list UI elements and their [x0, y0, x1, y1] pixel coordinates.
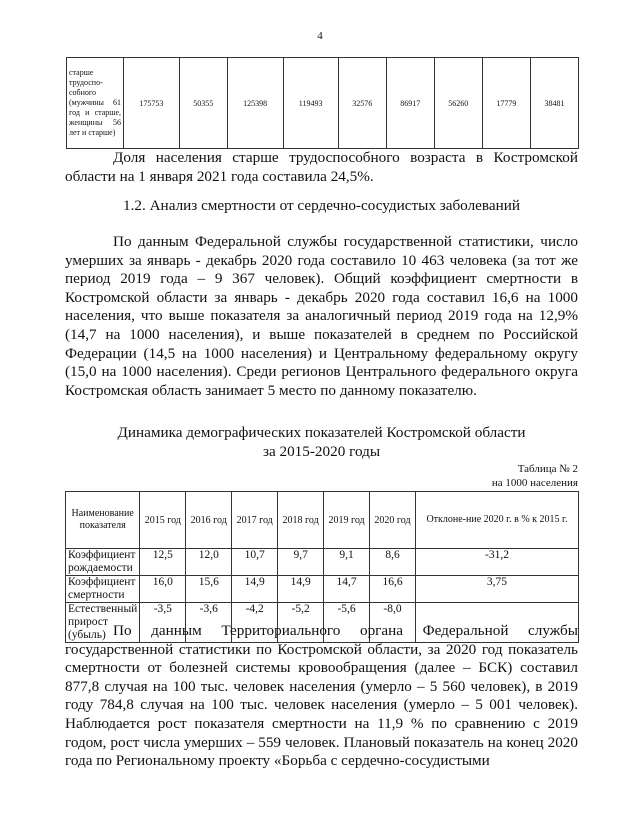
- table-cell: 14,9: [232, 576, 278, 603]
- table-row: [67, 58, 579, 149]
- page-number: 4: [317, 30, 323, 42]
- table-cell: 3,75: [415, 576, 578, 603]
- column-header: 2019 год: [324, 492, 370, 549]
- table-cell: 16,0: [140, 576, 186, 603]
- paragraph: Доля населения старше трудоспособного возраста в Костромской области на 1 января 2021 года составила 24,5%.: [65, 149, 578, 185]
- row-label: Коэффициент смертности: [66, 576, 140, 603]
- table-cell: 10,7: [232, 549, 278, 576]
- table-row: [66, 576, 579, 603]
- paragraph: По данным Территориального органа Федеральной службы государственной статистики по Костромской области, за 2020 год показатель смертности от болезней системы кровообращения (далее – БСК) составил 877,8 случая на 100 тыс. человек населения (умерло – 5 560 человек), в 2019 году 784,8 случая на 100 тыс. человек населения (умерло – 5 001 человек). Наблюдается рост показателя смертности на 11,9 % по сравнению с 2019 годом, рост числа умерших – 559 человек. Плановый показатель на конец 2020 года по Региональному проекту «Борьба с сердечно-сосудистыми: [65, 622, 578, 770]
- column-header: 2015 год: [140, 492, 186, 549]
- table-cell: -3,5: [140, 603, 186, 643]
- table-cell: -5,2: [278, 603, 324, 643]
- table-cell: 8,6: [370, 549, 416, 576]
- table-cell: 119493: [283, 58, 338, 149]
- table-cell: 12,5: [140, 549, 186, 576]
- table-title: за 2015-2020 годы: [262, 443, 381, 460]
- table-cell: -8,0: [370, 603, 416, 643]
- row-label: Коэффициент рождаемости: [66, 549, 140, 576]
- column-header: Наименование показателя: [66, 492, 140, 549]
- table-cell: 38481: [530, 58, 578, 149]
- table-cell: 14,7: [324, 576, 370, 603]
- table-cell: 86917: [386, 58, 434, 149]
- table-cell: -5,6: [324, 603, 370, 643]
- column-header: 2016 год: [186, 492, 232, 549]
- table-cell: 9,1: [324, 549, 370, 576]
- table-cell: 15,6: [186, 576, 232, 603]
- paragraph: По данным Федеральной службы государственной статистики, число умерших за январь - декабрь 2020 года составило 10 463 человека (за тот же период 2019 года – 9 367 человек). Общий коэффициент смертности в Костромской области за январь - декабрь 2020 года составил 16,6 на 1000 населения, что выше показателя за аналогичный период 2019 года на 12,9% (14,7 на 1000 населения), и выше показателей в среднем по Российской Федерации (14,5 на 1000 населения) и Центральному федеральному округу (15,0 на 1000 населения). Среди регионов Центрального федерального округа Костромская область занимает 5 место по данному показателю.: [65, 233, 578, 399]
- column-header: 2018 год: [278, 492, 324, 549]
- row-label: старше трудоспо-собного (мужчины 61 год и старше, женщины 56 лет и старше): [67, 58, 124, 149]
- table-title: Динамика демографических показателей Костромской области: [117, 424, 526, 441]
- table-cell: 56260: [434, 58, 482, 149]
- demographics-table: [65, 491, 579, 643]
- table-cell: -4,2: [232, 603, 278, 643]
- column-header: 2020 год: [370, 492, 416, 549]
- population-table-fragment: [66, 57, 579, 149]
- table-cell: 125398: [227, 58, 283, 149]
- table-cell: -31,2: [415, 549, 578, 576]
- table-cell: 32576: [338, 58, 386, 149]
- table-cell: 175753: [124, 58, 180, 149]
- table-header-row: [66, 492, 579, 549]
- row-label: Естественный прирост (убыль): [66, 603, 140, 643]
- table-cell: 17779: [482, 58, 530, 149]
- table-cell: -3,6: [186, 603, 232, 643]
- column-header: 2017 год: [232, 492, 278, 549]
- table-number: Таблица № 2: [517, 463, 578, 475]
- table-cell: 12,0: [186, 549, 232, 576]
- table-cell: 50355: [179, 58, 227, 149]
- section-heading: 1.2. Анализ смертности от сердечно-сосудистых заболеваний: [123, 197, 520, 214]
- column-header: Отклоне-ние 2020 г. в % к 2015 г.: [415, 492, 578, 549]
- table-unit: на 1000 населения: [491, 477, 578, 489]
- table-cell: 16,6: [370, 576, 416, 603]
- table-cell: 9,7: [278, 549, 324, 576]
- table-row: [66, 549, 579, 576]
- table-cell: 14,9: [278, 576, 324, 603]
